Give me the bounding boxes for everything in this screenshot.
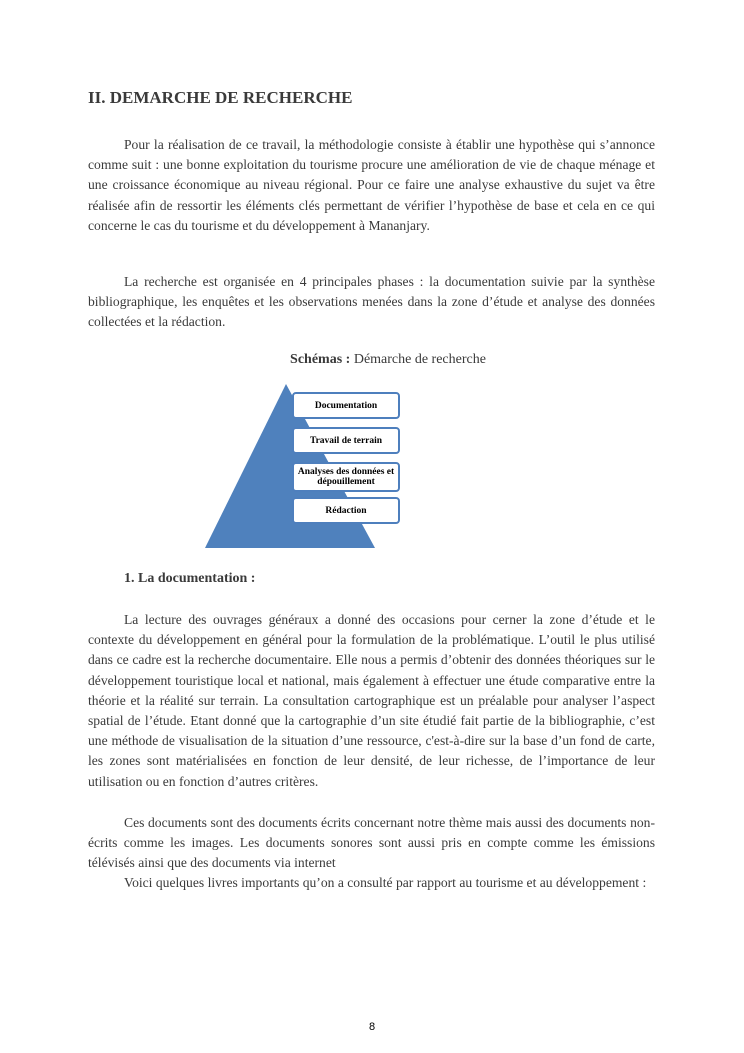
paragraph-documents: Ces documents sont des documents écrits concernant notre thème mais aussi des documents non-écrits comme les images. Les documents sonores sont aussi pris en compte comme les émissions télévisés ainsi que des documents via internet <box>88 815 655 871</box>
paragraph-books: Voici quelques livres importants qu’on a consulté par rapport au tourisme et au développement : <box>124 875 647 890</box>
figure-caption <box>88 352 688 368</box>
page-number: 8 <box>368 1021 376 1033</box>
step-documentation: Documentation <box>292 392 400 419</box>
paragraph-phases: La recherche est organisée en 4 principales phases : la documentation suivie par la synthèse bibliographique, les enquêtes et les observations menées dans la zone d’étude et analyse des données collectées et la rédaction. <box>88 274 655 330</box>
step-travail-de-terrain: Travail de terrain <box>292 427 400 454</box>
step-redaction: Rédaction <box>292 497 400 524</box>
subsection-heading: 1. La documentation : <box>124 571 256 586</box>
caption-label: Schémas : <box>290 352 351 367</box>
caption-text: Démarche de recherche <box>353 352 486 367</box>
section-heading: II. DEMARCHE DE RECHERCHE <box>88 88 353 107</box>
step-analyses-des-donnees: Analyses des données et dépouillement <box>292 462 400 492</box>
research-steps-diagram <box>200 384 410 552</box>
paragraph-methodology: Pour la réalisation de ce travail, la méthodologie consiste à établir une hypothèse qui s’annonce comme suit : une bonne exploitation du tourisme procure une amélioration de vie de chaque ménage et une croissance économique au niveau régional. Pour ce faire une analyse exhaustive du sujet va être réalisée afin de ressortir les éléments clés permettant de vérifier l’hypothèse de base et cela en ce qui concerne le cas du tourisme et du développement à Mananjary. <box>88 137 655 233</box>
paragraph-documentation: La lecture des ouvrages généraux a donné des occasions pour cerner la zone d’étude et le contexte du développement en général pour la formulation de la problématique. L’outil le plus utilisé dans ce cadre est la recherche documentaire. Elle nous a permis d’obtenir des données théoriques sur le développement touristique local et national, mais également à effectuer une étude comparative entre la théorie et la réalité sur terrain. La consultation cartographique est un préalable pour analyser l’aspect spatial de l’étude. Etant donné que la cartographie d’un site étudié fait partie de la bibliographie, c’est une méthode de visualisation de la situation d’une ressource, c'est-à-dire sur la base d’un fond de carte, les zones sont matérialisées en fonction de leur densité, de leur richesse, de l’importance de leur utilisation ou en fonction d’autres critères. <box>88 612 655 789</box>
